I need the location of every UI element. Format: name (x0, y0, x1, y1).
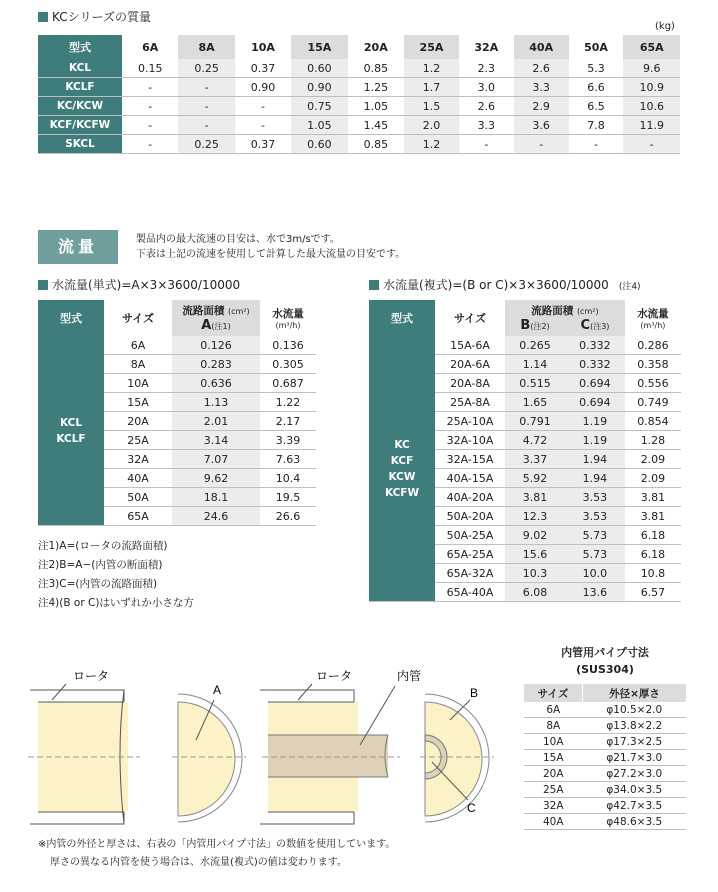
table-cell: 32A (524, 798, 583, 814)
rotor-side-view (28, 690, 140, 824)
table-row (524, 702, 686, 718)
table-cell: 0.265 (505, 336, 565, 355)
table-cell: 10.6 (623, 97, 680, 116)
table-cell: 6.6 (569, 78, 624, 97)
table-cell: - (235, 97, 291, 116)
table-cell: 0.636 (172, 374, 260, 393)
table-cell: 25A (524, 782, 583, 798)
table-cell: 3.37 (505, 450, 565, 469)
table-cell: 9.6 (623, 59, 680, 78)
table-cell: 2.3 (459, 59, 514, 78)
table-cell: 0.136 (260, 336, 316, 355)
table-cell: 6.08 (505, 583, 565, 602)
table-cell: φ27.2×3.0 (583, 766, 687, 782)
table-cell: 7.8 (569, 116, 624, 135)
table-cell: 50A-25A (435, 526, 505, 545)
flow-section-label: 流量 (38, 230, 118, 264)
table-cell: - (623, 135, 680, 154)
area-c-label: C (467, 801, 476, 815)
table-row (524, 814, 686, 830)
table-cell: 0.854 (625, 412, 681, 431)
column-header: 型式 (38, 35, 122, 59)
table-cell: 1.65 (505, 393, 565, 412)
table-cell: 0.286 (625, 336, 681, 355)
table-cell: 6.18 (625, 545, 681, 564)
table-cell: 15A-6A (435, 336, 505, 355)
note-4: 注4)(B or C)はいずれか小さな方 (38, 597, 194, 609)
table-cell: 20A-6A (435, 355, 505, 374)
table-cell: 32A-15A (435, 450, 505, 469)
table-cell: 65A-40A (435, 583, 505, 602)
table-cell: 0.791 (505, 412, 565, 431)
table-cell: 32A-10A (435, 431, 505, 450)
table-cell: 5.3 (569, 59, 624, 78)
table-cell: φ42.7×3.5 (583, 798, 687, 814)
table-cell: 10.4 (260, 469, 316, 488)
weight-title: KCシリーズの質量 (38, 8, 151, 25)
table-cell: 7.63 (260, 450, 316, 469)
table-cell: 0.15 (122, 59, 178, 78)
table-cell: - (569, 135, 624, 154)
table-cell: 1.19 (565, 431, 625, 450)
table-cell: 0.85 (348, 135, 404, 154)
table-cell: 0.749 (625, 393, 681, 412)
table-cell: 9.02 (505, 526, 565, 545)
table-cell: 15A (524, 750, 583, 766)
table-cell: - (514, 135, 569, 154)
table-cell: 6.57 (625, 583, 681, 602)
pipe-dimension-table (524, 684, 686, 830)
double-rotor-end-view (420, 694, 494, 822)
area-a-label: A (213, 683, 222, 697)
table-cell: 7.07 (172, 450, 260, 469)
table-cell: 8A (524, 718, 583, 734)
table-cell: 0.90 (235, 78, 291, 97)
double-rotor-side-view (260, 686, 400, 824)
table-cell: 13.6 (565, 583, 625, 602)
model-cell: KCL KCLF (38, 336, 104, 526)
table-cell: 3.81 (625, 488, 681, 507)
model-cell: KC KCF KCW KCFW (369, 336, 435, 602)
table-cell: - (122, 135, 178, 154)
table-cell: 8A (104, 355, 172, 374)
table-cell: 0.556 (625, 374, 681, 393)
table-cell: 0.37 (235, 135, 291, 154)
table-cell: 25A (104, 431, 172, 450)
table-cell: - (459, 135, 514, 154)
rotor-end-view (172, 694, 246, 822)
table-cell: 40A (104, 469, 172, 488)
table-cell: 0.126 (172, 336, 260, 355)
table-cell: 3.14 (172, 431, 260, 450)
table-cell: 1.7 (404, 78, 459, 97)
table-cell: 10.0 (565, 564, 625, 583)
table-cell: 65A (104, 507, 172, 526)
table-cell: 2.6 (459, 97, 514, 116)
table-cell: 5.92 (505, 469, 565, 488)
table-cell: 15.6 (505, 545, 565, 564)
table-cell: 11.9 (623, 116, 680, 135)
rotor-label-2: ロータ (316, 669, 353, 683)
table-cell: 5.73 (565, 526, 625, 545)
column-header: 50A (569, 35, 624, 59)
table-cell: 50A (104, 488, 172, 507)
flow-description: 製品内の最大流速の目安は、水で3m/sです。 下表は上記の流速を使用して計算した最大流量の目安です。 (136, 234, 406, 260)
table-cell: 6A (104, 336, 172, 355)
table-cell: 1.19 (565, 412, 625, 431)
flow-header: 水流量 (m³/h) (625, 300, 681, 336)
table-cell: 5.73 (565, 545, 625, 564)
table-row (524, 782, 686, 798)
column-header: 15A (291, 35, 347, 59)
column-header: サイズ (104, 300, 172, 336)
table-cell: 20A-8A (435, 374, 505, 393)
table-cell: 0.85 (348, 59, 404, 78)
table-cell: 3.3 (459, 116, 514, 135)
table-cell: 25A-10A (435, 412, 505, 431)
table-cell: 0.332 (565, 336, 625, 355)
table-row (524, 718, 686, 734)
table-cell: KCLF (38, 78, 122, 97)
note-1: 注1)A=(ロータの流路面積) (38, 540, 168, 552)
table-cell: 1.13 (172, 393, 260, 412)
table-cell: - (122, 78, 178, 97)
table-cell: 6.18 (625, 526, 681, 545)
table-cell: 2.0 (404, 116, 459, 135)
table-cell: 19.5 (260, 488, 316, 507)
table-cell: φ17.3×2.5 (583, 734, 687, 750)
table-cell: 0.60 (291, 59, 347, 78)
column-header: 型式 (38, 300, 104, 336)
table-cell: 10.8 (625, 564, 681, 583)
table-cell: 0.90 (291, 78, 347, 97)
column-header: 32A (459, 35, 514, 59)
table-cell: 40A-20A (435, 488, 505, 507)
table-cell: 3.53 (565, 488, 625, 507)
table-cell: 1.22 (260, 393, 316, 412)
table-cell: 3.81 (505, 488, 565, 507)
table-cell: 32A (104, 450, 172, 469)
table-cell: φ10.5×2.0 (583, 702, 687, 718)
table-cell: 0.694 (565, 374, 625, 393)
table-cell: 0.332 (565, 355, 625, 374)
table-cell: 24.6 (172, 507, 260, 526)
area-b-label: B (470, 686, 479, 700)
table-cell: 1.2 (404, 135, 459, 154)
double-flow-title: 水流量(複式)=(B or C)×3×3600/10000 (注4) (369, 276, 641, 293)
table-cell: 1.05 (348, 97, 404, 116)
table-cell: 10A (104, 374, 172, 393)
table-cell: 1.94 (565, 469, 625, 488)
table-row (524, 798, 686, 814)
table-cell: 4.72 (505, 431, 565, 450)
area-header: 流路面積 (cm²) A(注1) (172, 300, 260, 336)
table-cell: 0.283 (172, 355, 260, 374)
table-cell: 2.6 (514, 59, 569, 78)
inner-pipe-label: 内管 (397, 669, 422, 683)
column-header: 20A (348, 35, 404, 59)
column-header: サイズ (524, 684, 583, 702)
weight-unit: (kg) (655, 21, 675, 32)
column-header: 65A (623, 35, 680, 59)
table-cell: KC/KCW (38, 97, 122, 116)
table-cell: 2.01 (172, 412, 260, 431)
table-cell: 0.358 (625, 355, 681, 374)
table-cell: 2.09 (625, 469, 681, 488)
table-cell: KCF/KCFW (38, 116, 122, 135)
table-cell: SKCL (38, 135, 122, 154)
table-row (524, 734, 686, 750)
table-cell: - (178, 116, 234, 135)
table-cell: 0.25 (178, 135, 234, 154)
table-cell: 1.94 (565, 450, 625, 469)
column-header: 10A (235, 35, 291, 59)
table-cell: 0.25 (178, 59, 234, 78)
table-cell: 40A-15A (435, 469, 505, 488)
table-cell: 15A (104, 393, 172, 412)
table-cell: 25A-8A (435, 393, 505, 412)
footnote: ※内管の外径と厚さは、右表の「内管用パイプ寸法」の数値を使用しています。 厚さの異なる内管を使う場合は、水流量(複式)の値は変わります。 (38, 839, 396, 868)
table-cell: 1.14 (505, 355, 565, 374)
column-header: 6A (122, 35, 178, 59)
table-cell: 1.45 (348, 116, 404, 135)
table-cell: 3.3 (514, 78, 569, 97)
pipe-table-title: 内管用パイプ寸法 (SUS304) (561, 646, 649, 676)
table-cell: 3.53 (565, 507, 625, 526)
table-cell: 18.1 (172, 488, 260, 507)
table-cell: - (235, 116, 291, 135)
table-cell: 1.25 (348, 78, 404, 97)
table-cell: 1.05 (291, 116, 347, 135)
column-header: サイズ (435, 300, 505, 336)
single-flow-title: 水流量(単式)=A×3×3600/10000 (38, 276, 240, 293)
table-cell: 9.62 (172, 469, 260, 488)
table-cell: 0.305 (260, 355, 316, 374)
table-cell: 2.09 (625, 450, 681, 469)
table-cell: 10.3 (505, 564, 565, 583)
table-cell: - (178, 78, 234, 97)
table-cell: 20A (104, 412, 172, 431)
table-cell: 0.60 (291, 135, 347, 154)
table-cell: KCL (38, 59, 122, 78)
table-cell: 26.6 (260, 507, 316, 526)
table-cell: 10.9 (623, 78, 680, 97)
table-header-row (524, 684, 686, 702)
table-cell: φ13.8×2.2 (583, 718, 687, 734)
table-cell: 20A (524, 766, 583, 782)
table-cell: 3.39 (260, 431, 316, 450)
table-cell: 50A-20A (435, 507, 505, 526)
table-cell: 0.75 (291, 97, 347, 116)
table-cell: 0.37 (235, 59, 291, 78)
table-cell: φ48.6×3.5 (583, 814, 687, 830)
table-cell: φ21.7×3.0 (583, 750, 687, 766)
table-cell: - (122, 97, 178, 116)
table-cell: 2.17 (260, 412, 316, 431)
table-cell: 2.9 (514, 97, 569, 116)
column-header: 型式 (369, 300, 435, 336)
table-row (524, 766, 686, 782)
table-cell: - (122, 116, 178, 135)
table-cell: 3.6 (514, 116, 569, 135)
area-header: 流路面積 (cm²) B(注2) C(注3) (505, 300, 625, 336)
note-2: 注2)B=A−(内管の断面積) (38, 559, 163, 571)
table-row (524, 750, 686, 766)
table-cell: 1.5 (404, 97, 459, 116)
flow-header: 水流量 (m³/h) (260, 300, 316, 336)
table-cell: 65A-32A (435, 564, 505, 583)
table-cell: 6A (524, 702, 583, 718)
table-cell: 40A (524, 814, 583, 830)
table-cell: - (178, 97, 234, 116)
rotor-label: ロータ (73, 669, 110, 683)
table-cell: 10A (524, 734, 583, 750)
table-cell: 3.81 (625, 507, 681, 526)
table-cell: 0.694 (565, 393, 625, 412)
table-cell: 0.515 (505, 374, 565, 393)
column-header: 8A (178, 35, 234, 59)
note-3: 注3)C=(内管の流路面積) (38, 578, 158, 590)
table-cell: φ34.0×3.5 (583, 782, 687, 798)
table-cell: 1.2 (404, 59, 459, 78)
table-cell: 65A-25A (435, 545, 505, 564)
table-cell: 12.3 (505, 507, 565, 526)
table-cell: 3.0 (459, 78, 514, 97)
column-header: 外径×厚さ (583, 684, 687, 702)
table-cell: 1.28 (625, 431, 681, 450)
table-cell: 0.687 (260, 374, 316, 393)
column-header: 40A (514, 35, 569, 59)
table-cell: 6.5 (569, 97, 624, 116)
column-header: 25A (404, 35, 459, 59)
